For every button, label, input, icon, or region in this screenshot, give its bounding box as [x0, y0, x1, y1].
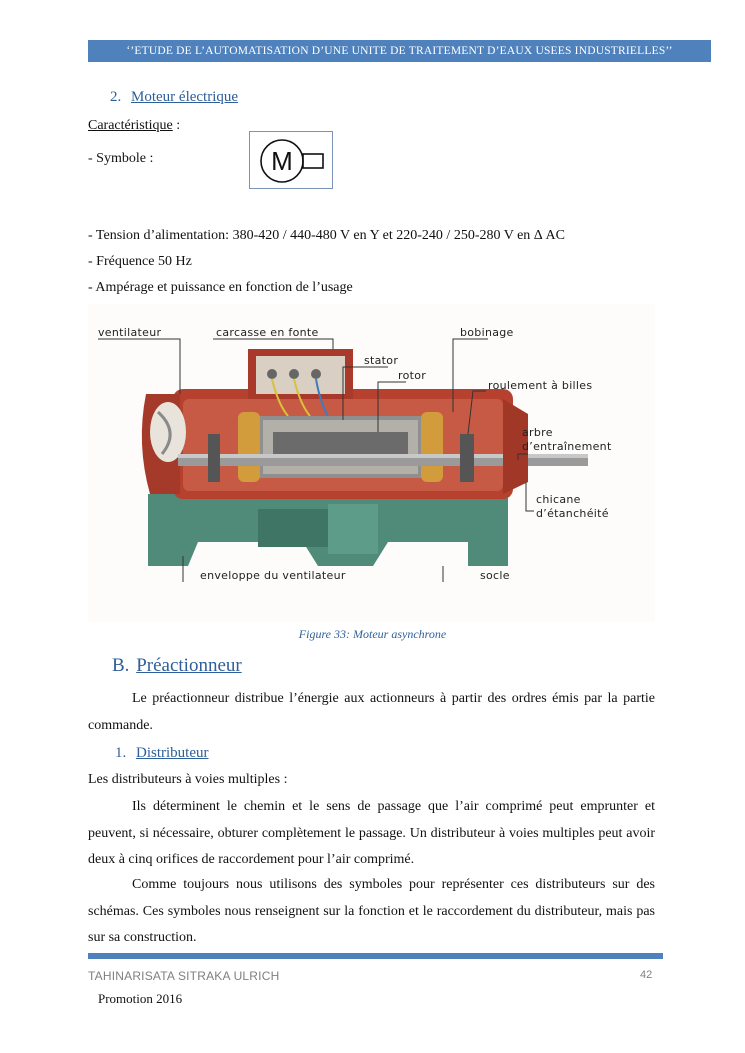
characteristic-line [88, 118, 180, 134]
label-enveloppe: enveloppe du ventilateur [200, 569, 346, 582]
distributeur-intro: Les distributeurs à voies multiples : [88, 772, 288, 787]
spec-frequency: - Fréquence 50 Hz [88, 254, 192, 269]
label-ventilateur: ventilateur [98, 326, 162, 339]
motor-cutaway-figure [88, 304, 655, 622]
label-chicane-2: d’étanchéité [536, 507, 609, 520]
section-heading-preactionneur [112, 655, 242, 677]
section-title: Moteur électrique [131, 89, 239, 105]
distributeur-paragraph-1: Ils déterminent le chemin et le sens de passage que l’air comprimé peut emprunter et peuvent, si nécessaire, obturer complètement le passage. Un distributeur à voies multiples peut avoir deux à cinq orifices de raccordement pour l’air comprimé. [88, 799, 655, 867]
footer-rule [88, 953, 663, 959]
characteristic-suffix: : [172, 118, 181, 133]
motor-symbol-letter: M [271, 146, 293, 176]
label-socle: socle [480, 569, 510, 582]
label-arbre-1: arbre [522, 426, 553, 439]
label-carcasse: carcasse en fonte [216, 326, 319, 339]
section-letter: B. [112, 655, 130, 676]
spec-voltage: - Tension d’alimentation: 380-420 / 440-480 V en Y et 220-240 / 250-280 V en Δ AC [88, 228, 565, 243]
page-number: 42 [640, 969, 653, 981]
section-number: 2. [110, 89, 122, 105]
label-bobinage: bobinage [460, 326, 514, 339]
motor-symbol [249, 131, 333, 189]
running-header: ‘’ETUDE DE L’AUTOMATISATION D’UNE UNITE DE TRAITEMENT D’EAUX USEES INDUSTRIELLES’’ [88, 40, 711, 62]
label-stator: stator [364, 354, 399, 367]
motor-symbol-icon [250, 132, 334, 190]
section-number: 1. [115, 745, 127, 761]
preactionneur-paragraph: Le préactionneur distribue l’énergie aux actionneurs à partir des ordres émis par la partie commande. [88, 691, 655, 733]
label-chicane-1: chicane [536, 493, 581, 506]
label-arbre-2: d’entraînement [522, 440, 612, 453]
distributeur-paragraph-2: Comme toujours nous utilisons des symboles pour représenter ces distributeurs sur des schémas. Ces symboles nous renseignent sur la fonction et le raccordement du distributeur, mais pas sur sa construction. [88, 877, 655, 945]
symbol-label: - Symbole : [88, 151, 154, 166]
footer-promotion: Promotion 2016 [98, 991, 183, 1006]
footer-author: TAHINARISATA SITRAKA ULRICH [88, 969, 280, 983]
section-heading-motor [110, 89, 238, 106]
figure-caption: Figure 33: Moteur asynchrone [298, 627, 447, 641]
section-title: Préactionneur [136, 655, 242, 676]
label-rotor: rotor [398, 369, 427, 382]
motor-cutaway-illustration [88, 304, 655, 622]
label-roulement: roulement à billes [488, 379, 593, 392]
section-title: Distributeur [136, 745, 209, 761]
section-heading-distributeur [115, 745, 209, 762]
spec-amperage: - Ampérage et puissance en fonction de l’usage [88, 280, 353, 295]
characteristic-label: Caractéristique [88, 118, 173, 133]
